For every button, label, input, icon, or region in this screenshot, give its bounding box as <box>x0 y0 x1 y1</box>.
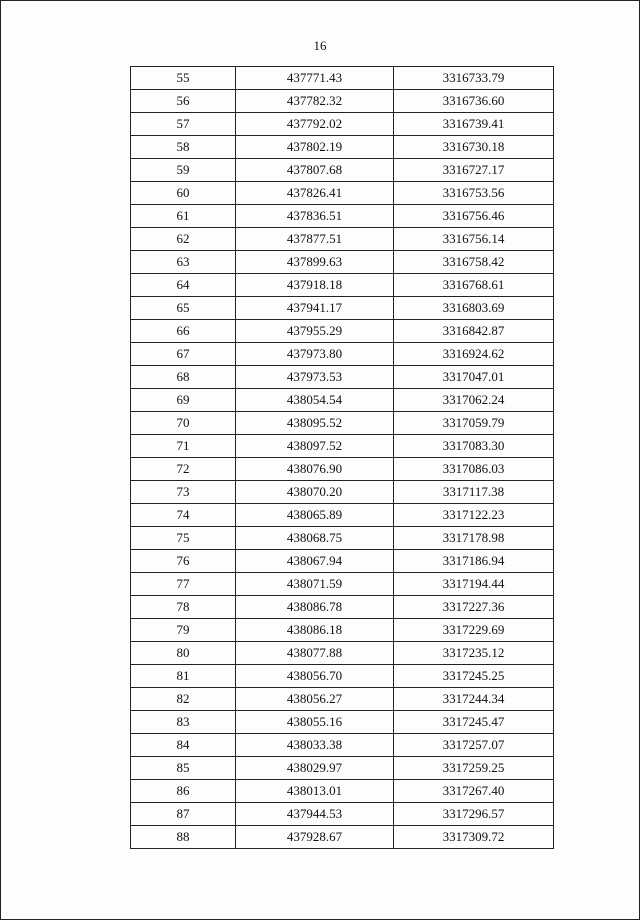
y-coordinate-cell: 3317244.34 <box>394 688 554 711</box>
y-coordinate-cell: 3317194.44 <box>394 573 554 596</box>
coordinate-table-body <box>131 67 554 849</box>
table-row <box>131 228 554 251</box>
point-number-cell: 63 <box>131 251 236 274</box>
point-number-cell: 86 <box>131 780 236 803</box>
table-row <box>131 734 554 757</box>
y-coordinate-cell: 3316803.69 <box>394 297 554 320</box>
table-row <box>131 274 554 297</box>
x-coordinate-cell: 438086.78 <box>236 596 394 619</box>
table-row <box>131 297 554 320</box>
x-coordinate-cell: 438086.18 <box>236 619 394 642</box>
page-number: 16 <box>313 38 327 53</box>
y-coordinate-cell: 3316736.60 <box>394 90 554 113</box>
point-number-cell: 69 <box>131 389 236 412</box>
table-row <box>131 573 554 596</box>
x-coordinate-cell: 438054.54 <box>236 389 394 412</box>
table-row <box>131 90 554 113</box>
point-number-cell: 82 <box>131 688 236 711</box>
table-row <box>131 343 554 366</box>
y-coordinate-cell: 3317296.57 <box>394 803 554 826</box>
y-coordinate-cell: 3316730.18 <box>394 136 554 159</box>
point-number-cell: 71 <box>131 435 236 458</box>
table-row <box>131 596 554 619</box>
y-coordinate-cell: 3316768.61 <box>394 274 554 297</box>
y-coordinate-cell: 3317259.25 <box>394 757 554 780</box>
point-number-cell: 80 <box>131 642 236 665</box>
table-row <box>131 688 554 711</box>
point-number-cell: 67 <box>131 343 236 366</box>
y-coordinate-cell: 3316758.42 <box>394 251 554 274</box>
x-coordinate-cell: 438013.01 <box>236 780 394 803</box>
y-coordinate-cell: 3316756.46 <box>394 205 554 228</box>
table-row <box>131 412 554 435</box>
x-coordinate-cell: 437802.19 <box>236 136 394 159</box>
point-number-cell: 68 <box>131 366 236 389</box>
table-row <box>131 757 554 780</box>
y-coordinate-cell: 3316753.56 <box>394 182 554 205</box>
point-number-cell: 73 <box>131 481 236 504</box>
table-row <box>131 527 554 550</box>
point-number-cell: 72 <box>131 458 236 481</box>
point-number-cell: 74 <box>131 504 236 527</box>
table-row <box>131 67 554 90</box>
x-coordinate-cell: 437973.80 <box>236 343 394 366</box>
point-number-cell: 62 <box>131 228 236 251</box>
table-row <box>131 504 554 527</box>
table-row <box>131 366 554 389</box>
point-number-cell: 75 <box>131 527 236 550</box>
point-number-cell: 87 <box>131 803 236 826</box>
x-coordinate-cell: 437826.41 <box>236 182 394 205</box>
point-number-cell: 85 <box>131 757 236 780</box>
table-row <box>131 550 554 573</box>
point-number-cell: 61 <box>131 205 236 228</box>
table-row <box>131 458 554 481</box>
y-coordinate-cell: 3317245.25 <box>394 665 554 688</box>
x-coordinate-cell: 438067.94 <box>236 550 394 573</box>
point-number-cell: 70 <box>131 412 236 435</box>
x-coordinate-cell: 437771.43 <box>236 67 394 90</box>
table-row <box>131 205 554 228</box>
y-coordinate-cell: 3317229.69 <box>394 619 554 642</box>
y-coordinate-cell: 3317117.38 <box>394 481 554 504</box>
point-number-cell: 58 <box>131 136 236 159</box>
point-number-cell: 59 <box>131 159 236 182</box>
table-row <box>131 251 554 274</box>
y-coordinate-cell: 3317059.79 <box>394 412 554 435</box>
x-coordinate-cell: 438097.52 <box>236 435 394 458</box>
y-coordinate-cell: 3317086.03 <box>394 458 554 481</box>
y-coordinate-cell: 3316756.14 <box>394 228 554 251</box>
point-number-cell: 83 <box>131 711 236 734</box>
x-coordinate-cell: 438068.75 <box>236 527 394 550</box>
point-number-cell: 76 <box>131 550 236 573</box>
x-coordinate-cell: 438056.27 <box>236 688 394 711</box>
point-number-cell: 77 <box>131 573 236 596</box>
x-coordinate-cell: 437941.17 <box>236 297 394 320</box>
y-coordinate-cell: 3317227.36 <box>394 596 554 619</box>
point-number-cell: 57 <box>131 113 236 136</box>
table-row <box>131 711 554 734</box>
table-row <box>131 481 554 504</box>
table-row <box>131 182 554 205</box>
x-coordinate-cell: 437836.51 <box>236 205 394 228</box>
y-coordinate-cell: 3317062.24 <box>394 389 554 412</box>
x-coordinate-cell: 437955.29 <box>236 320 394 343</box>
table-row <box>131 113 554 136</box>
y-coordinate-cell: 3316842.87 <box>394 320 554 343</box>
x-coordinate-cell: 438056.70 <box>236 665 394 688</box>
x-coordinate-cell: 438065.89 <box>236 504 394 527</box>
y-coordinate-cell: 3317122.23 <box>394 504 554 527</box>
point-number-cell: 65 <box>131 297 236 320</box>
y-coordinate-cell: 3316727.17 <box>394 159 554 182</box>
x-coordinate-cell: 437944.53 <box>236 803 394 826</box>
coordinate-table <box>130 66 554 849</box>
x-coordinate-cell: 438070.20 <box>236 481 394 504</box>
table-row <box>131 389 554 412</box>
y-coordinate-cell: 3317267.40 <box>394 780 554 803</box>
y-coordinate-cell: 3317245.47 <box>394 711 554 734</box>
table-row <box>131 159 554 182</box>
x-coordinate-cell: 437807.68 <box>236 159 394 182</box>
x-coordinate-cell: 437782.32 <box>236 90 394 113</box>
point-number-cell: 56 <box>131 90 236 113</box>
y-coordinate-cell: 3316924.62 <box>394 343 554 366</box>
table-row <box>131 665 554 688</box>
point-number-cell: 78 <box>131 596 236 619</box>
point-number-cell: 88 <box>131 826 236 849</box>
x-coordinate-cell: 438033.38 <box>236 734 394 757</box>
table-row <box>131 619 554 642</box>
point-number-cell: 66 <box>131 320 236 343</box>
y-coordinate-cell: 3316733.79 <box>394 67 554 90</box>
table-row <box>131 803 554 826</box>
y-coordinate-cell: 3317047.01 <box>394 366 554 389</box>
x-coordinate-cell: 437973.53 <box>236 366 394 389</box>
y-coordinate-cell: 3317186.94 <box>394 550 554 573</box>
point-number-cell: 60 <box>131 182 236 205</box>
point-number-cell: 79 <box>131 619 236 642</box>
table-row <box>131 780 554 803</box>
x-coordinate-cell: 437918.18 <box>236 274 394 297</box>
table-row <box>131 435 554 458</box>
x-coordinate-cell: 438029.97 <box>236 757 394 780</box>
x-coordinate-cell: 438055.16 <box>236 711 394 734</box>
x-coordinate-cell: 438077.88 <box>236 642 394 665</box>
table-row <box>131 320 554 343</box>
x-coordinate-cell: 438071.59 <box>236 573 394 596</box>
y-coordinate-cell: 3317309.72 <box>394 826 554 849</box>
y-coordinate-cell: 3317235.12 <box>394 642 554 665</box>
x-coordinate-cell: 437877.51 <box>236 228 394 251</box>
x-coordinate-cell: 438076.90 <box>236 458 394 481</box>
x-coordinate-cell: 437928.67 <box>236 826 394 849</box>
y-coordinate-cell: 3317257.07 <box>394 734 554 757</box>
table-row <box>131 642 554 665</box>
y-coordinate-cell: 3317178.98 <box>394 527 554 550</box>
point-number-cell: 81 <box>131 665 236 688</box>
x-coordinate-cell: 437792.02 <box>236 113 394 136</box>
point-number-cell: 64 <box>131 274 236 297</box>
x-coordinate-cell: 437899.63 <box>236 251 394 274</box>
table-row <box>131 136 554 159</box>
table-row <box>131 826 554 849</box>
x-coordinate-cell: 438095.52 <box>236 412 394 435</box>
y-coordinate-cell: 3316739.41 <box>394 113 554 136</box>
point-number-cell: 55 <box>131 67 236 90</box>
y-coordinate-cell: 3317083.30 <box>394 435 554 458</box>
point-number-cell: 84 <box>131 734 236 757</box>
